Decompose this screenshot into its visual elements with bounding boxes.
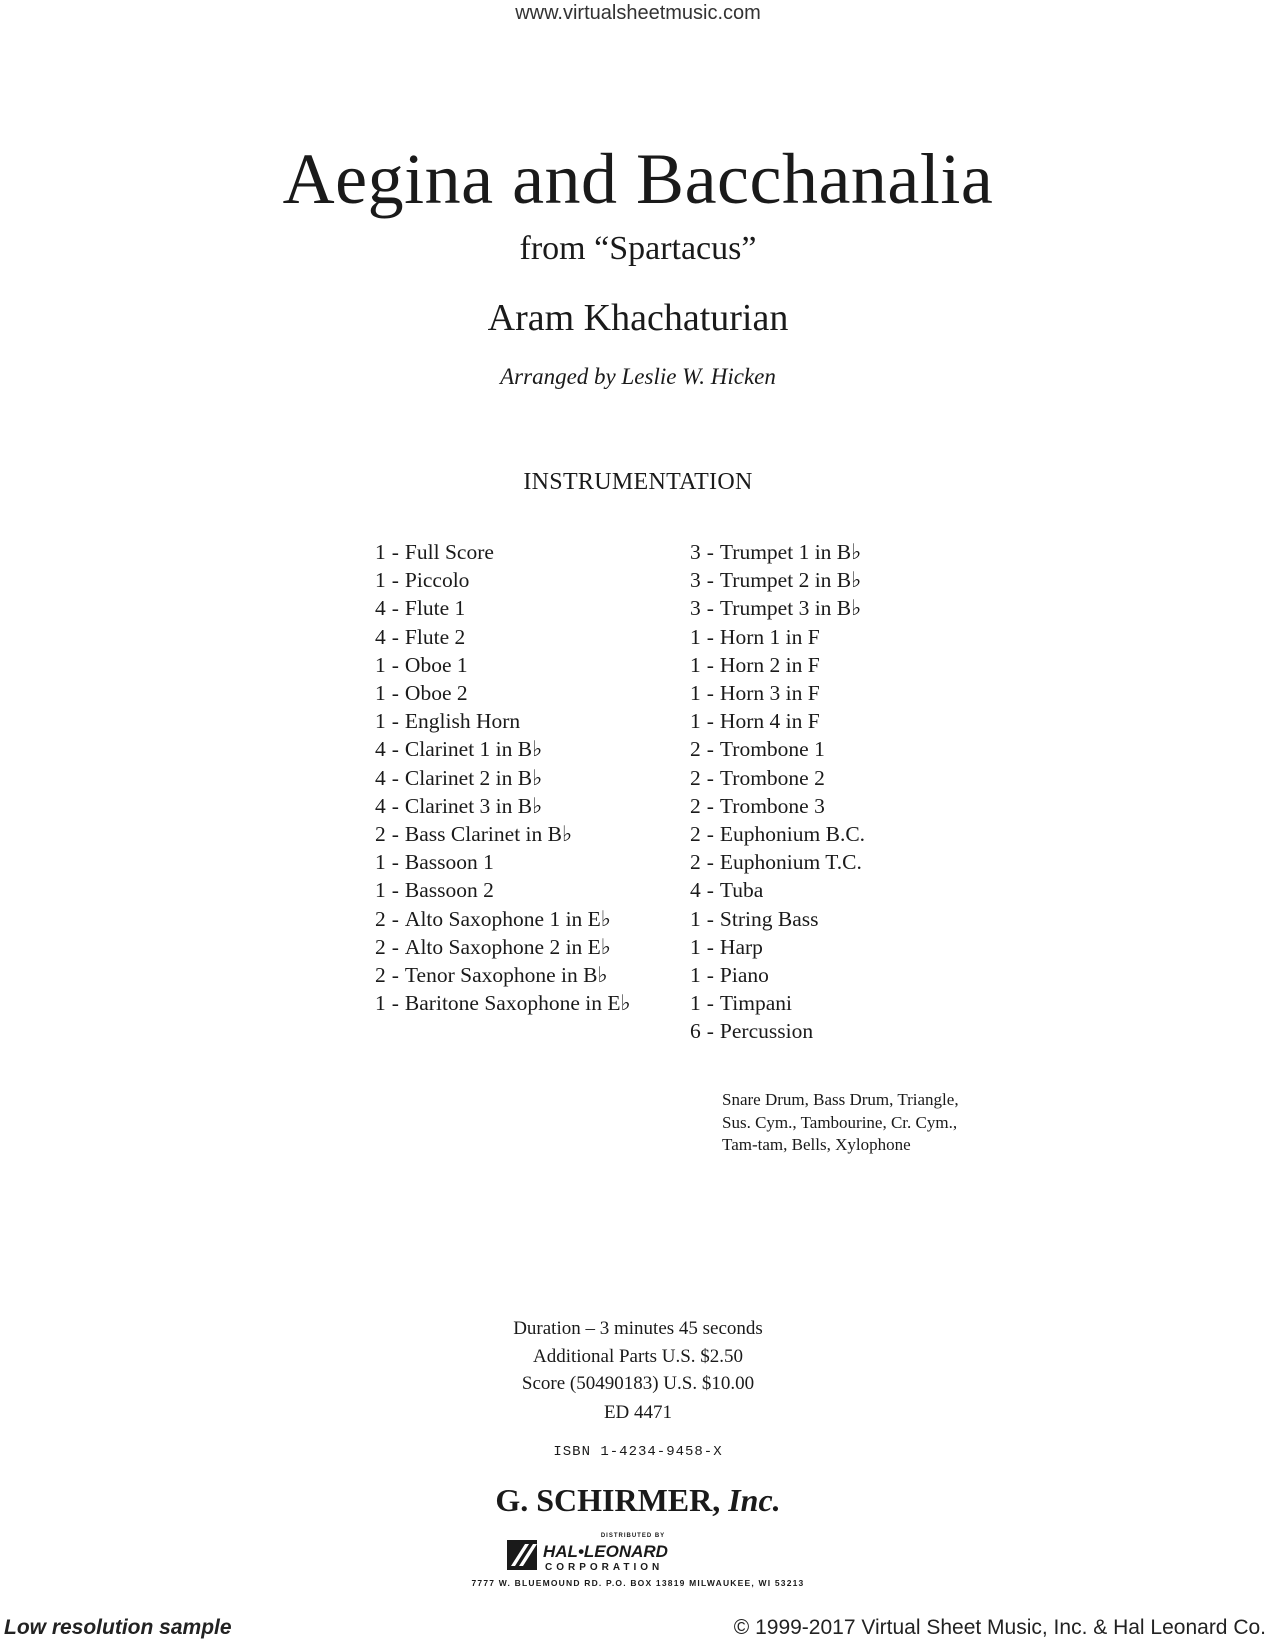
instrument-part-row: [690, 566, 1010, 594]
part-separator: -: [391, 709, 399, 734]
part-quantity: 1: [690, 624, 701, 649]
part-name: Horn 3 in F: [719, 681, 820, 706]
instrument-part-row: [375, 792, 675, 820]
part-quantity: 3: [690, 596, 701, 621]
instrumentation-right-column: [690, 538, 1010, 1046]
subtitle: from “Spartacus”: [519, 230, 757, 267]
part-separator: -: [391, 652, 399, 677]
instrument-part-row: [690, 538, 1010, 566]
part-name: Flute 2: [404, 624, 466, 649]
part-quantity: 2: [690, 765, 701, 790]
instrument-part-row: [375, 707, 675, 735]
part-name: Tenor Saxophone in B♭: [404, 963, 608, 988]
part-name: Clarinet 3 in B♭: [404, 793, 543, 818]
instrument-part-row: [690, 623, 1010, 651]
instrument-part-row: [690, 764, 1010, 792]
part-quantity: 2: [375, 822, 386, 847]
part-quantity: 4: [375, 596, 386, 621]
part-separator: -: [391, 681, 399, 706]
part-name: Piano: [719, 963, 769, 988]
part-separator: -: [391, 822, 399, 847]
part-separator: -: [706, 652, 714, 677]
part-separator: -: [706, 737, 714, 762]
instrument-part-row: [375, 764, 675, 792]
instrument-part-row: [690, 707, 1010, 735]
instrument-part-row: [690, 820, 1010, 848]
publisher-suffix: Inc.: [728, 1482, 781, 1518]
page-title: Aegina and Bacchanalia: [282, 139, 994, 219]
part-quantity: 1: [375, 652, 386, 677]
part-name: Bassoon 2: [404, 878, 494, 903]
part-separator: -: [391, 765, 399, 790]
part-quantity: 2: [690, 737, 701, 762]
part-name: Oboe 2: [404, 681, 468, 706]
part-name: Horn 4 in F: [719, 709, 820, 734]
part-separator: -: [391, 878, 399, 903]
part-separator: -: [391, 624, 399, 649]
part-separator: -: [706, 681, 714, 706]
part-separator: -: [706, 624, 714, 649]
part-quantity: 1: [375, 681, 386, 706]
part-quantity: 4: [375, 737, 386, 762]
part-separator: -: [706, 991, 714, 1016]
part-name: Tuba: [719, 878, 764, 903]
part-quantity: 1: [690, 934, 701, 959]
part-name: Euphonium B.C.: [719, 822, 866, 847]
part-quantity: 1: [375, 709, 386, 734]
part-name: Trumpet 1 in B♭: [719, 540, 862, 564]
publisher-address: 7777 W. BLUEMOUND RD. P.O. BOX 13819 MILWAUKEE, WI 53213: [471, 1578, 805, 1588]
sample-note: Low resolution sample: [4, 1616, 232, 1639]
part-separator: -: [706, 596, 714, 621]
part-separator: -: [706, 963, 714, 988]
publisher-name: [0, 1482, 1276, 1519]
part-quantity: 4: [375, 793, 386, 818]
instrument-part-row: [690, 1017, 1010, 1045]
part-separator: -: [706, 793, 714, 818]
part-quantity: 1: [375, 540, 386, 564]
percussion-detail-line: Snare Drum, Bass Drum, Triangle,: [722, 1090, 959, 1109]
instrument-part-row: [690, 792, 1010, 820]
part-separator: -: [706, 850, 714, 875]
part-name: Bassoon 1: [404, 850, 494, 875]
part-quantity: 1: [690, 963, 701, 988]
part-name: Percussion: [719, 1019, 814, 1044]
score-price: Score (50490183) U.S. $10.00: [521, 1373, 755, 1394]
part-quantity: 2: [690, 850, 701, 875]
part-name: Bass Clarinet in B♭: [404, 822, 573, 847]
part-name: English Horn: [404, 709, 521, 734]
instrument-part-row: [375, 679, 675, 707]
part-separator: -: [706, 934, 714, 959]
instrument-part-row: [690, 594, 1010, 622]
additional-parts-price: Additional Parts U.S. $2.50: [532, 1346, 744, 1367]
part-separator: -: [391, 850, 399, 875]
instrument-part-row: [375, 989, 675, 1017]
hal-name: HAL•LEONARD: [543, 1542, 668, 1561]
part-name: Alto Saxophone 2 in E♭: [404, 934, 611, 959]
part-separator: -: [391, 737, 399, 762]
part-separator: -: [706, 878, 714, 903]
part-quantity: 3: [690, 568, 701, 593]
instrumentation-left-column: [375, 538, 675, 1017]
part-name: Trombone 2: [719, 765, 825, 790]
part-quantity: 1: [690, 681, 701, 706]
duration-text: Duration – 3 minutes 45 seconds: [513, 1318, 763, 1339]
site-url[interactable]: www.virtualsheetmusic.com: [515, 2, 761, 24]
part-separator: -: [706, 822, 714, 847]
part-separator: -: [706, 1019, 714, 1044]
part-quantity: 3: [690, 540, 701, 564]
hal-leonard-logo: [503, 1530, 763, 1578]
isbn: ISBN 1-4234-9458-X: [553, 1444, 723, 1460]
part-quantity: 2: [375, 963, 386, 988]
part-name: Harp: [719, 934, 763, 959]
part-name: Flute 1: [404, 596, 466, 621]
instrument-part-row: [375, 961, 675, 989]
instrument-part-row: [375, 594, 675, 622]
instrument-part-row: [690, 735, 1010, 763]
instrument-part-row: [375, 820, 675, 848]
part-quantity: 2: [690, 793, 701, 818]
composer-name: Aram Khachaturian: [487, 297, 789, 339]
part-quantity: 1: [690, 709, 701, 734]
part-name: Trumpet 2 in B♭: [719, 568, 862, 593]
part-name: Horn 1 in F: [719, 624, 820, 649]
part-quantity: 1: [375, 991, 386, 1016]
copyright-text: © 1999-2017 Virtual Sheet Music, Inc. & Hal Leonard Co.: [733, 1616, 1266, 1639]
instrument-part-row: [690, 933, 1010, 961]
part-quantity: 2: [375, 906, 386, 931]
instrumentation-heading: INSTRUMENTATION: [523, 469, 753, 495]
instrument-part-row: [375, 848, 675, 876]
part-quantity: 1: [690, 652, 701, 677]
part-name: Baritone Saxophone in E♭: [404, 991, 631, 1016]
part-quantity: 1: [690, 991, 701, 1016]
arranger-credit: Arranged by Leslie W. Hicken: [500, 364, 776, 389]
part-separator: -: [391, 906, 399, 931]
hal-corporation: CORPORATION: [545, 1562, 664, 1573]
part-separator: -: [706, 765, 714, 790]
part-name: Clarinet 2 in B♭: [404, 765, 543, 790]
instrument-part-row: [375, 566, 675, 594]
part-quantity: 2: [375, 934, 386, 959]
instrument-part-row: [690, 679, 1010, 707]
part-name: Trombone 1: [719, 737, 825, 762]
part-separator: -: [706, 709, 714, 734]
instrument-part-row: [375, 933, 675, 961]
part-name: Alto Saxophone 1 in E♭: [404, 906, 611, 931]
part-name: Trumpet 3 in B♭: [719, 596, 862, 621]
hal-distributed-by: DISTRIBUTED BY: [600, 1533, 666, 1539]
instrument-part-row: [375, 905, 675, 933]
part-separator: -: [391, 963, 399, 988]
part-name: Piccolo: [404, 568, 470, 593]
percussion-detail-line: Tam-tam, Bells, Xylophone: [722, 1135, 911, 1154]
part-separator: -: [391, 793, 399, 818]
part-name: String Bass: [719, 906, 819, 931]
part-quantity: 4: [375, 624, 386, 649]
part-quantity: 1: [690, 906, 701, 931]
part-separator: -: [391, 991, 399, 1016]
part-separator: -: [706, 568, 714, 593]
part-name: Horn 2 in F: [719, 652, 820, 677]
part-separator: -: [391, 568, 399, 593]
part-quantity: 4: [375, 765, 386, 790]
part-quantity: 1: [375, 568, 386, 593]
part-separator: -: [391, 540, 399, 564]
part-name: Trombone 3: [719, 793, 825, 818]
instrument-part-row: [375, 651, 675, 679]
part-name: Clarinet 1 in B♭: [404, 737, 543, 762]
instrument-part-row: [375, 623, 675, 651]
part-name: Oboe 1: [404, 652, 468, 677]
instrument-part-row: [690, 989, 1010, 1017]
part-quantity: 1: [375, 878, 386, 903]
part-separator: -: [706, 540, 714, 564]
part-name: Full Score: [404, 540, 494, 564]
percussion-detail-line: Sus. Cym., Tambourine, Cr. Cym.,: [722, 1112, 958, 1132]
instrument-part-row: [690, 961, 1010, 989]
part-quantity: 2: [690, 822, 701, 847]
edition-number: ED 4471: [603, 1402, 673, 1423]
part-name: Euphonium T.C.: [719, 850, 862, 875]
percussion-detail: [722, 1089, 959, 1157]
instrument-part-row: [690, 848, 1010, 876]
part-separator: -: [706, 906, 714, 931]
instrument-part-row: [690, 905, 1010, 933]
publisher-name-text: G. SCHIRMER,: [495, 1482, 721, 1518]
instrument-part-row: [375, 538, 675, 566]
part-quantity: 4: [690, 878, 701, 903]
instrument-part-row: [690, 651, 1010, 679]
footer-bar: [0, 1614, 1276, 1650]
instrument-part-row: [375, 876, 675, 904]
instrument-part-row: [375, 735, 675, 763]
part-name: Timpani: [719, 991, 793, 1016]
part-separator: -: [391, 596, 399, 621]
part-quantity: 6: [690, 1019, 701, 1044]
part-separator: -: [391, 934, 399, 959]
instrument-part-row: [690, 876, 1010, 904]
part-quantity: 1: [375, 850, 386, 875]
